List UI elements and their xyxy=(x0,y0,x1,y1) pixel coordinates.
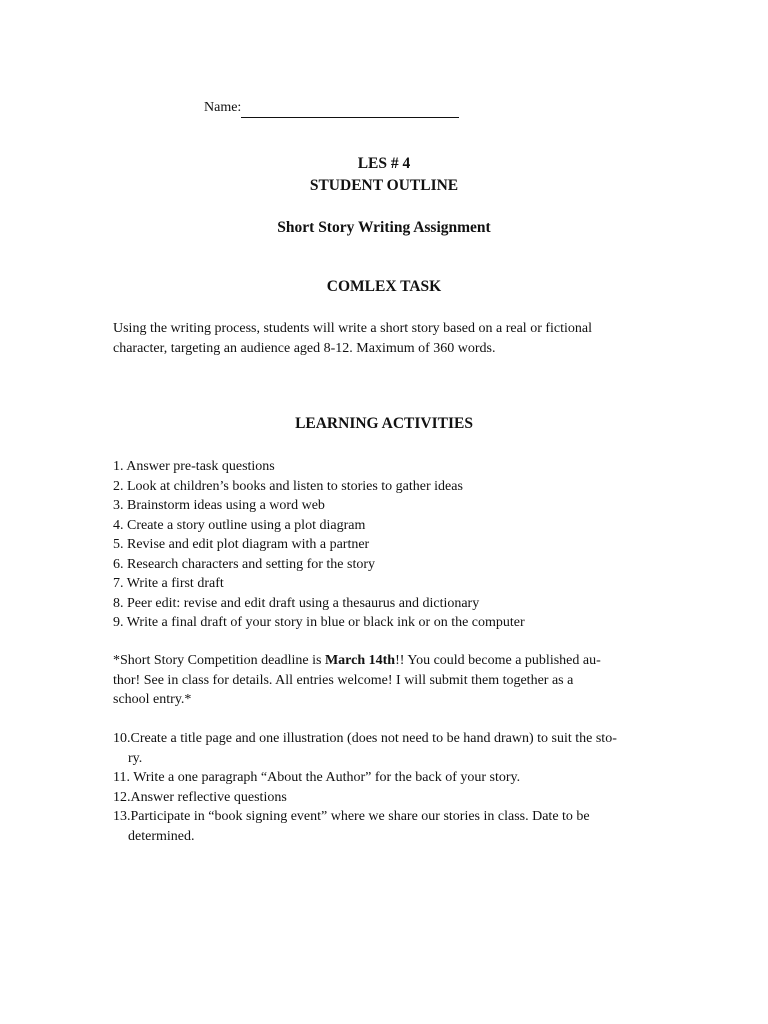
competition-text: *Short Story Competition deadline is xyxy=(113,653,325,668)
learning-activities-list xyxy=(113,457,658,633)
list-item: 4. Create a story outline using a plot diagram xyxy=(113,517,366,533)
list-item-continuation: determined. xyxy=(128,828,195,844)
document-title: STUDENT OUTLINE xyxy=(309,177,459,194)
name-blank-line xyxy=(241,102,459,118)
list-item: 6. Research characters and setting for the story xyxy=(113,556,376,572)
assignment-subtitle: Short Story Writing Assignment xyxy=(277,219,491,236)
list-item: 5. Revise and edit plot diagram with a partner xyxy=(113,537,370,552)
lesson-number: LES # 4 xyxy=(357,155,411,172)
list-item: 2. Look at children’s books and listen to stories to gather ideas xyxy=(113,478,463,494)
more-activities-list xyxy=(113,729,658,846)
list-item: 1. Answer pre-task questions xyxy=(113,459,275,474)
list-item-line: 10.Create a title page and one illustration (does not need to be hand drawn) to suit the sto- xyxy=(113,731,617,746)
list-item xyxy=(113,807,658,846)
list-item: 8. Peer edit: revise and edit draft using a thesaurus and dictionary xyxy=(113,595,480,611)
list-item xyxy=(113,729,658,768)
competition-line: thor! See in class for details. All entries welcome! I will submit them together as a xyxy=(113,672,574,688)
name-label: Name: xyxy=(204,100,242,115)
complex-task-line: character, targeting an audience aged 8-12. Maximum of 360 words. xyxy=(113,340,496,356)
learning-activities-heading: LEARNING ACTIVITIES xyxy=(295,415,473,432)
competition-line: school entry.* xyxy=(113,692,192,707)
complex-task-line: Using the writing process, students will write a short story based on a real or fictional xyxy=(113,321,593,336)
list-item xyxy=(113,788,658,808)
competition-deadline: March 14th xyxy=(324,653,396,668)
complex-task-text xyxy=(113,319,658,358)
list-item: 7. Write a first draft xyxy=(113,576,224,591)
list-item-line: 12.Answer reflective questions xyxy=(113,789,287,805)
list-item xyxy=(113,768,658,788)
list-item-continuation: ry. xyxy=(128,750,143,766)
competition-note xyxy=(113,651,658,710)
competition-line xyxy=(113,651,658,671)
list-item: 3. Brainstorm ideas using a word web xyxy=(113,498,325,513)
list-item: 9. Write a final draft of your story in blue or black ink or on the computer xyxy=(113,615,525,630)
name-field xyxy=(204,98,459,118)
list-item-line: 11. Write a one paragraph “About the Author” for the back of your story. xyxy=(113,770,521,785)
list-item-line: 13.Participate in “book signing event” where we share our stories in class. Date to be xyxy=(113,809,590,824)
competition-text: !! You could become a published au- xyxy=(395,653,601,668)
complex-task-heading: COMLEX TASK xyxy=(326,278,442,295)
